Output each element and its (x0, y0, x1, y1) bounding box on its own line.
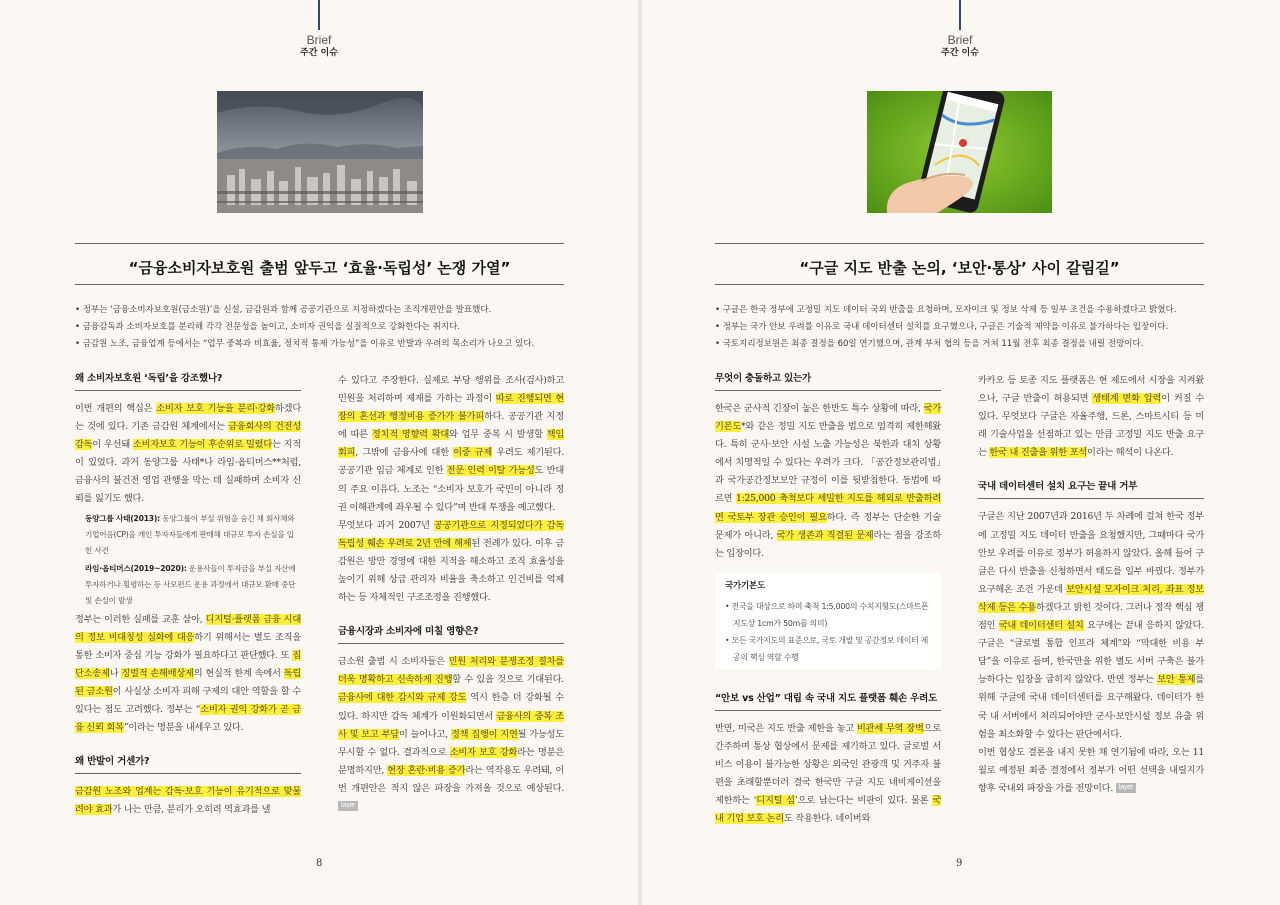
highlight: 디지털·플랫폼 금융 시대의 정보 비대칭성 심화에 대응 (75, 613, 301, 643)
highlight: 독립된 금소원 (75, 667, 301, 697)
highlight: 소비자보호 기능이 후순위로 밀렸다 (132, 439, 272, 451)
footnote-text: 운용사들이 투자금을 부실 자산에 투자하거나 횡령하는 등 사모펀드 운용 과정에서 대규모 환매 중단 및 손실이 발생 (85, 563, 296, 605)
summary-bullet: • 국토지리정보원은 최종 결정을 60일 연기했으며, 관계 부처 협의 등을 거쳐 11월 전후 최종 결정을 내릴 전망이다. (715, 339, 1144, 349)
body-text: 우려도 제기된다. 공공기관 임금 체계로 인한 (338, 447, 565, 477)
body-text: 요구에는 끝내 응하지 않았다. 구글은 “글로벌 통합 인프라 체계”와 “막대한 비용 부담”을 이유로 들며, 한국만을 위한 별도 서버 구축은 불가능하다는 입장을 굽히지 않았다. 반면 정부는 (978, 620, 1204, 686)
left-column-1 (75, 372, 301, 819)
page-header (920, 0, 1000, 59)
body-text: 도 반대의 주요 이유다. 노조는 “소비자 보호가 국민이 아니라 정권 이해관계에 좌우될 수 있다”며 반대 투쟁을 예고했다. (338, 465, 564, 513)
body-text: 하기 위해서는 별도 조직을 통한 소비자 중심 기능 강화가 필요하다고 판단했다. 또 (75, 631, 302, 661)
header-bar (318, 0, 320, 30)
article-title: “구글 지도 반출 논의, ‘보안·통상’ 사이 갈림길” (799, 259, 1120, 277)
body-paragraph (75, 611, 301, 738)
body-paragraph (338, 372, 564, 517)
highlight: 이중 규제 (453, 447, 493, 459)
body-text: *와 같은 정밀 지도 반출을 법으로 엄격히 제한해왔다. 특히 군사·보안 시설 노출 가능성은 북한과 대치 상황에서 치명적일 수 있다는 우려가 크다. 「공간정보관리법」과 국가공간정보보안 규정이 이를 뒷받침한다. 동법에 따르면 (715, 421, 941, 505)
title-rule-top (75, 243, 564, 244)
body-text: 나 (109, 667, 122, 679)
highlight: 비관세 무역 장벽 (856, 722, 924, 734)
highlight: 따로 진행되면 현장의 혼선과 행정비용 증가가 불가피 (338, 393, 565, 423)
summary-bullet: • 정부는 ‘금융소비자보호원(금소원)’을 신설, 금감원과 함께 공공기관으로 지정하겠다는 조직개편안을 발표했다. (75, 305, 492, 315)
body-text: 의 현실적 한계 속에서 (193, 667, 284, 679)
highlight: 국내 데이터센터 설치 (998, 620, 1084, 632)
body-text: 이 커질 수 있다. 무엇보다 구글은 자율주행, 드론, 스마트시티 등 미래 기술사업을 선점하고 있는 만큼 고정밀 지도 반출 요구는 (978, 393, 1204, 459)
highlight: 금융회사의 건전성 감독 (75, 421, 301, 451)
highlight: 집단소송제 (75, 649, 301, 679)
body-text: 무엇보다 과거 2007년 (338, 519, 435, 531)
body-paragraph (75, 783, 301, 819)
highlight: 국가 생존과 직결된 문제 (776, 529, 874, 541)
right-column-2 (978, 372, 1204, 798)
footnote-title: 동양그룹 사태(2013): (85, 513, 160, 523)
page-header (279, 0, 359, 59)
body-text: 반면, 미국은 지도 반출 제한을 놓고 (715, 722, 857, 734)
info-box-item: • 모든 국가지도의 표준으로, 국토 개발 및 공간정보 데이터 제공의 핵심 역할 수행 (725, 635, 929, 662)
summary-bullet: • 정부는 국가 안보 우려를 이유로 국내 데이터센터 설치를 요구했으나, 구글은 기술적 제약을 이유로 불가하다는 입장이다. (715, 322, 1169, 332)
highlight: 금감원 노조와 업계는 감독·보호 기능이 유기적으로 맞물려야 효과 (75, 786, 301, 816)
highlight: 국내 기업 보호 논리 (715, 795, 941, 825)
summary-bullet: • 금감원 노조, 금융업계 등에서는 “업무 중복과 비효율, 정치적 통제 가능성”을 이유로 반발과 우려의 목소리가 나오고 있다. (75, 339, 535, 349)
body-text: 이라는 해석이 나온다. (1087, 447, 1174, 459)
body-text: 이번 협상도 결론을 내지 못한 채 연기됨에 따라, 오는 11월로 예정된 최종 결정에서 정부가 어떤 선택을 내릴지가 향후 국내외 파장을 가를 전망이다. (978, 746, 1204, 794)
layer-tag: layer (1116, 783, 1136, 793)
info-box-title: 국가기본도 (725, 580, 766, 591)
article-title: “금융소비자보호원 출범 앞두고 ‘효율·독립성’ 논쟁 가열” (128, 259, 511, 277)
highlight: 보안 통제 (1157, 674, 1196, 686)
body-text: 와 업무 중복 시 발생할 (449, 429, 547, 441)
left-column-2 (338, 372, 564, 816)
body-text: 구글은 지난 2007년과 2016년 두 차례에 걸쳐 한국 정부에 고정밀 지도 데이터 반출을 요청했지만, 그때마다 국가 안보 우려를 이유로 정부가 허용하지 않았다. 올해 들어 구글은 다시 반출을 신청하면서 태도를 일부 바꿨다. 정부가 요구해온 조건 가운데 (978, 511, 1204, 595)
body-paragraph (715, 720, 941, 829)
body-text: 도 작용한다. 네이버와 (783, 813, 871, 825)
body-text: 수 있다고 주장한다. 실제로 부당 행위를 조사(검사)하고 민원을 처리하며 제재를 가하는 과정이 (338, 375, 564, 405)
header-subtitle: 주간 이슈 (300, 48, 338, 58)
body-paragraph (715, 400, 941, 563)
info-box (715, 573, 941, 670)
body-text: 라는 명분은 분명하지만, (338, 746, 564, 776)
highlight: 보안시설 모자이크 처리, 좌표 정보 삭제 등은 수용 (978, 583, 1204, 613)
section-heading: 금융시장과 소비자에 미칠 영향은? (338, 625, 564, 644)
body-text: 정부는 이러한 실패를 교훈 삼아, (75, 613, 206, 625)
body-paragraph (978, 744, 1204, 798)
body-text: 하다. 공공기관 지정에 따른 (338, 411, 565, 441)
city-skyline-photo (217, 91, 423, 213)
page-number: 9 (956, 858, 963, 869)
right-page (640, 0, 1280, 905)
highlight: 국가기본도 (715, 403, 941, 433)
header-subtitle: 주간 이슈 (941, 48, 979, 58)
highlight: 소비자 보호 강화 (449, 746, 518, 758)
highlight: 디지털 섬 (756, 795, 795, 807)
title-rule-top (715, 243, 1204, 244)
body-text: 할 수 있을 것으로 기대된다. (452, 674, 564, 686)
body-text: 역시 한층 더 강화될 수 있다. 하지만 감독 체계가 이원화되면서 (338, 692, 564, 722)
body-text: 하겠다는 것에 있다. 기존 금감원 체계에서는 (75, 403, 302, 433)
body-paragraph (978, 372, 1204, 462)
body-text: 이 늘어나고, (398, 728, 451, 740)
body-text: 한국은 군사적 긴장이 높은 한반도 특수 상황에 따라, (715, 403, 924, 414)
body-paragraph (978, 508, 1204, 743)
body-text: 카카오 등 토종 지도 플랫폼은 현 제도에서 시장을 지켜왔으나, 구글 반출이 허용되면 (978, 375, 1204, 405)
body-text: , 그밖에 금융사에 대한 (355, 447, 454, 459)
highlight: 정책 집행이 지연 (450, 728, 518, 740)
footnote-text: 동양그룹이 부실 위험을 숨긴 채 회사채와 기업어음(CP)을 개인 투자자들에게 판매해 대규모 투자 손실을 입힌 사건 (85, 513, 295, 555)
body-paragraph (338, 653, 564, 816)
page-number: 8 (316, 858, 323, 869)
section-heading: “안보 vs 산업” 대립 속 국내 지도 플랫폼 훼손 우려도 (715, 692, 941, 711)
body-text: 금소원 출범 시 소비자들은 (338, 656, 449, 668)
summary-bullet: • 구글은 한국 정부에 고정밀 지도 데이터 국외 반출을 요청하며, 모자이크 및 정보 삭제 등 일부 조건을 수용하겠다고 밝혔다. (715, 305, 1177, 315)
section-heading: 국내 데이터센터 설치 요구는 끝내 거부 (978, 480, 1204, 499)
highlight: 금융사의 중복 조사 및 보고 부담 (338, 710, 564, 740)
highlight: 공공기관으로 지정되었다가 감독 독립성 훼손 우려로 2년 만에 해제 (338, 519, 564, 549)
section-heading: 무엇이 충돌하고 있는가 (715, 372, 941, 391)
highlight: 징벌적 손해배상제 (121, 667, 194, 679)
body-text: 된 전례가 있다. 이후 금감원은 방만 경영에 대한 지적을 해소하고 조직 효율성을 높이기 위해 상급 관리자 비율을 축소하고 인건비를 억제하는 등 자체적인 구조조정을 진행했다. (338, 537, 564, 604)
phone-map-photo (867, 91, 1052, 213)
section-heading: 왜 소비자보호원 ‘독립’을 강조했나? (75, 372, 301, 391)
body-paragraph (338, 517, 564, 607)
highlight: 생태계 변화 압력 (1092, 393, 1162, 405)
body-text: 이 우선돼 (92, 439, 133, 451)
highlight: 정치적 영향력 확대 (371, 429, 450, 441)
header-brief: Brief (947, 33, 973, 47)
body-text: 하겠다고 밝힌 것이다. 그러나 정작 핵심 쟁점인 (978, 601, 1204, 632)
body-text: 이번 개편의 핵심은 (75, 403, 157, 414)
body-text: 하다. 즉 정부는 단순한 기술 문제가 아니라, (715, 511, 941, 541)
body-text: 는 지적이 있었다. 과거 동양그룹 사태*나 라임·옵티머스**처럼, 금융사의 불건전 영업 관행을 막는 데 실패하며 소비자 신뢰를 잃기도 했다. (75, 439, 301, 505)
body-text: 라는 점을 강조하는 입장이다. (715, 529, 941, 559)
highlight: 소비자 보호 기능을 분리·강화 (156, 403, 275, 414)
highlight: 민원 처리와 분쟁조정 절차를 더욱 명확하고 신속하게 진행 (338, 656, 565, 686)
body-text: ”이라는 명분을 내세우고 있다. (123, 722, 244, 734)
body-text: ’으로 남는다는 비판이 있다. 물론 (794, 795, 933, 807)
highlight: 금융사에 대한 감시와 규제 강도 (338, 692, 467, 704)
highlight: 책임 회피 (338, 429, 565, 459)
highlight: 한국 내 진출을 위한 포석 (989, 447, 1088, 459)
body-text: 가 나는 만큼, 분리가 오히려 역효과를 낼 (112, 804, 271, 816)
section-heading: 왜 반발이 거센가? (75, 755, 301, 774)
header-bar (959, 0, 961, 30)
info-box-item: • 전국을 대상으로 하며 축척 1:5,000의 수치지형도(스마트폰 지도상 1cm가 50m를 의미) (725, 601, 929, 628)
highlight: 현장 혼란·비용 증가 (387, 764, 466, 776)
body-text: 이 사실상 소비자 피해 구제의 대안 역할을 할 수 있다는 점도 고려했다. 정부는 “ (75, 685, 302, 716)
highlight: 전문 인력 이탈 가능성 (446, 465, 535, 477)
title-rule-bottom (75, 284, 564, 285)
footnote (75, 561, 301, 609)
layer-tag: layer (338, 801, 358, 811)
title-rule-bottom (715, 284, 1204, 285)
body-text: 를 위해 구글에 국내 데이터센터를 요구해왔다. 데이터가 한국 내 서버에서 처리되어야만 군사·보안시설 정보 유출 위험을 최소화할 수 있다는 판단에서다. (978, 674, 1204, 740)
body-text: 으로 간주하며 통상 협상에서 문제를 제기하고 있다. 글로벌 서비스 이용이 불가능한 상황은 외국인 관광객 및 거주자 불편을 초래할뿐더러 결국 한국만 구글 지도 네비게이션을 제한하는 ‘ (715, 722, 942, 807)
footnote-title: 라임·옵티머스(2019~2020): (85, 563, 187, 573)
header-brief: Brief (306, 33, 332, 47)
body-paragraph (75, 400, 301, 509)
footnote (75, 511, 301, 559)
body-text: 될 가능성도 무시할 수 없다. 결과적으로 (338, 728, 564, 758)
highlight: 1:25,000 축척보다 세밀한 지도를 해외로 반출하려면 국토부 장관 승인이 필요 (715, 493, 941, 523)
right-column-1 (715, 372, 941, 828)
body-text: 라는 역작용도 우려돼, 이번 개편안은 적지 않은 파장을 가져올 것으로 예상된다. (338, 764, 564, 794)
summary-bullet: • 금융감독과 소비자보호를 분리해 각각 전문성을 높이고, 소비자 권익을 실질적으로 강화한다는 취지다. (75, 322, 461, 332)
highlight: 소비자 권익 강화가 곧 금융 신뢰 회복 (75, 704, 301, 734)
